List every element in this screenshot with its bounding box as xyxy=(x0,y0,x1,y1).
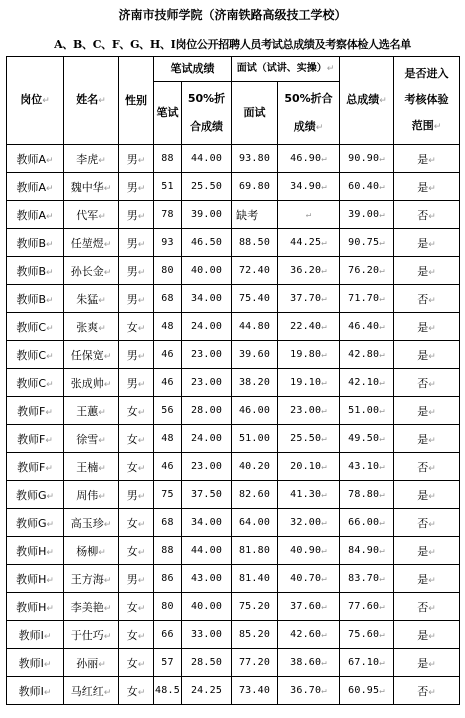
cell-name: 朱猛↵ xyxy=(64,285,119,313)
cell-written-50: 34.00 xyxy=(182,285,232,313)
table-row xyxy=(7,313,460,341)
cell-written: 93 xyxy=(154,229,182,257)
cell-result: 是↵ xyxy=(394,621,460,649)
cell-result: 否↵ xyxy=(394,453,460,481)
cell-interview-50: 37.70↵ xyxy=(278,285,340,313)
cell-position: 教师A↵ xyxy=(7,145,64,173)
cell-interview-50: 23.00↵ xyxy=(278,397,340,425)
cell-written-50: 33.00 xyxy=(182,621,232,649)
cell-gender: 女↵ xyxy=(119,621,154,649)
cell-interview: 75.20 xyxy=(232,593,278,621)
cell-interview: 77.20 xyxy=(232,649,278,677)
cell-total: 78.80↵ xyxy=(340,481,394,509)
cell-total: 39.00↵ xyxy=(340,201,394,229)
cell-name: 李虎↵ xyxy=(64,145,119,173)
cell-name: 李美艳↵ xyxy=(64,593,119,621)
cell-interview: 39.60 xyxy=(232,341,278,369)
cell-result: 否↵ xyxy=(394,369,460,397)
cell-name: 孙丽↵ xyxy=(64,649,119,677)
cell-interview-50: 32.00↵ xyxy=(278,509,340,537)
cell-interview-50: 36.20↵ xyxy=(278,257,340,285)
cell-gender: 女↵ xyxy=(119,453,154,481)
cell-interview-50: 44.25↵ xyxy=(278,229,340,257)
cell-written-50: 46.50 xyxy=(182,229,232,257)
table-row xyxy=(7,677,460,705)
cell-name: 王方海↵ xyxy=(64,565,119,593)
cell-gender: 女↵ xyxy=(119,649,154,677)
cell-written-50: 40.00 xyxy=(182,593,232,621)
cell-total: 66.00↵ xyxy=(340,509,394,537)
cell-written: 78 xyxy=(154,201,182,229)
cell-position: 教师A↵ xyxy=(7,201,64,229)
cell-interview-50: 19.80↵ xyxy=(278,341,340,369)
document-subtitle: A、B、C、F、G、H、I岗位公开招聘人员考试总成绩及考察体检人选名单 xyxy=(54,38,411,51)
cell-gender: 男↵ xyxy=(119,145,154,173)
cell-name: 周伟↵ xyxy=(64,481,119,509)
cell-written-50: 24.25 xyxy=(182,677,232,705)
cell-total: 43.10↵ xyxy=(340,453,394,481)
results-table-body xyxy=(7,145,460,705)
cell-written: 88 xyxy=(154,537,182,565)
cell-result: 是↵ xyxy=(394,481,460,509)
cell-total: 75.60↵ xyxy=(340,621,394,649)
cell-name: 杨柳↵ xyxy=(64,537,119,565)
cell-written: 68 xyxy=(154,285,182,313)
col-header-exam-scope: 是否进入考核体验范围↵ xyxy=(394,57,460,145)
table-row xyxy=(7,341,460,369)
table-row xyxy=(7,481,460,509)
cell-result: 是↵ xyxy=(394,565,460,593)
cell-interview: 51.00 xyxy=(232,425,278,453)
table-row xyxy=(7,621,460,649)
cell-name: 张爽↵ xyxy=(64,313,119,341)
cell-gender: 女↵ xyxy=(119,509,154,537)
cell-gender: 女↵ xyxy=(119,537,154,565)
cell-written-50: 24.00 xyxy=(182,313,232,341)
cell-interview-50: ↵ xyxy=(278,201,340,229)
cell-gender: 男↵ xyxy=(119,173,154,201)
cell-written: 48 xyxy=(154,313,182,341)
table-row xyxy=(7,397,460,425)
cell-total: 60.40↵ xyxy=(340,173,394,201)
cell-interview: 75.40 xyxy=(232,285,278,313)
cell-written: 46 xyxy=(154,341,182,369)
cell-written-50: 25.50 xyxy=(182,173,232,201)
cell-result: 否↵ xyxy=(394,593,460,621)
cell-total: 84.90↵ xyxy=(340,537,394,565)
cell-interview: 44.80 xyxy=(232,313,278,341)
cell-interview-50: 42.60↵ xyxy=(278,621,340,649)
cell-result: 是↵ xyxy=(394,649,460,677)
cell-position: 教师G↵ xyxy=(7,509,64,537)
cell-total: 42.10↵ xyxy=(340,369,394,397)
cell-position: 教师B↵ xyxy=(7,229,64,257)
cell-gender: 女↵ xyxy=(119,593,154,621)
cell-name: 任堃煜↵ xyxy=(64,229,119,257)
cell-name: 任保宽↵ xyxy=(64,341,119,369)
cell-written-50: 28.50 xyxy=(182,649,232,677)
cell-result: 是↵ xyxy=(394,341,460,369)
cell-total: 67.10↵ xyxy=(340,649,394,677)
cell-interview: 72.40 xyxy=(232,257,278,285)
col-header-gender: 性别 xyxy=(119,57,154,145)
cell-interview: 81.80 xyxy=(232,537,278,565)
table-row xyxy=(7,425,460,453)
cell-gender: 女↵ xyxy=(119,677,154,705)
cell-written-50: 23.00 xyxy=(182,453,232,481)
cell-interview: 88.50 xyxy=(232,229,278,257)
cell-name: 魏中华↵ xyxy=(64,173,119,201)
cell-interview: 82.60 xyxy=(232,481,278,509)
cell-result: 否↵ xyxy=(394,285,460,313)
cell-gender: 女↵ xyxy=(119,425,154,453)
cell-gender: 男↵ xyxy=(119,341,154,369)
cell-total: 42.80↵ xyxy=(340,341,394,369)
cell-written: 88 xyxy=(154,145,182,173)
cell-written: 86 xyxy=(154,565,182,593)
cell-interview-50: 19.10↵ xyxy=(278,369,340,397)
cell-name: 孙长金↵ xyxy=(64,257,119,285)
cell-position: 教师H↵ xyxy=(7,537,64,565)
cell-name: 马红红↵ xyxy=(64,677,119,705)
cell-result: 是↵ xyxy=(394,425,460,453)
cell-interview: 40.20 xyxy=(232,453,278,481)
cell-gender: 男↵ xyxy=(119,285,154,313)
cell-total: 49.50↵ xyxy=(340,425,394,453)
cell-result: 是↵ xyxy=(394,229,460,257)
cell-position: 教师C↵ xyxy=(7,369,64,397)
cell-position: 教师A↵ xyxy=(7,173,64,201)
table-row xyxy=(7,229,460,257)
table-row xyxy=(7,285,460,313)
cell-written: 57 xyxy=(154,649,182,677)
cell-result: 是↵ xyxy=(394,313,460,341)
cell-position: 教师I↵ xyxy=(7,649,64,677)
cell-interview: 85.20 xyxy=(232,621,278,649)
cell-interview-50: 22.40↵ xyxy=(278,313,340,341)
cell-total: 83.70↵ xyxy=(340,565,394,593)
cell-name: 王楠↵ xyxy=(64,453,119,481)
cell-interview-50: 46.90↵ xyxy=(278,145,340,173)
cell-total: 90.75↵ xyxy=(340,229,394,257)
col-header-interview-group: 面试（试讲、实操）↵ xyxy=(232,57,340,82)
table-row xyxy=(7,257,460,285)
cell-position: 教师H↵ xyxy=(7,593,64,621)
cell-interview-50: 40.70↵ xyxy=(278,565,340,593)
cell-position: 教师F↵ xyxy=(7,425,64,453)
col-header-name: 姓名↵ xyxy=(64,57,119,145)
cell-gender: 男↵ xyxy=(119,201,154,229)
cell-written: 46 xyxy=(154,453,182,481)
cell-interview-50: 34.90↵ xyxy=(278,173,340,201)
table-row xyxy=(7,593,460,621)
cell-position: 教师I↵ xyxy=(7,677,64,705)
cell-interview-50: 41.30↵ xyxy=(278,481,340,509)
cell-written-50: 39.00 xyxy=(182,201,232,229)
cell-total: 76.20↵ xyxy=(340,257,394,285)
table-row xyxy=(7,649,460,677)
cell-written: 68 xyxy=(154,509,182,537)
cell-result: 是↵ xyxy=(394,397,460,425)
cell-interview: 69.80 xyxy=(232,173,278,201)
cell-written-50: 44.00 xyxy=(182,537,232,565)
header-row xyxy=(7,57,460,82)
col-header-interview-50: 50%折合成绩↵ xyxy=(278,82,340,145)
cell-position: 教师I↵ xyxy=(7,621,64,649)
cell-written: 48 xyxy=(154,425,182,453)
cell-written-50: 23.00 xyxy=(182,369,232,397)
cell-interview-50: 36.70↵ xyxy=(278,677,340,705)
col-header-interview: 面试 xyxy=(232,82,278,145)
results-table xyxy=(6,56,460,705)
table-row xyxy=(7,509,460,537)
col-header-written: 笔试 xyxy=(154,82,182,145)
cell-result: 否↵ xyxy=(394,509,460,537)
cell-written: 66 xyxy=(154,621,182,649)
cell-written: 48.5 xyxy=(154,677,182,705)
cell-position: 教师F↵ xyxy=(7,397,64,425)
col-header-position: 岗位↵ xyxy=(7,57,64,145)
cell-written-50: 24.00 xyxy=(182,425,232,453)
table-row xyxy=(7,145,460,173)
cell-written: 51 xyxy=(154,173,182,201)
document-title: 济南市技师学院（济南铁路高级技工学校） xyxy=(118,8,347,22)
cell-name: 代军↵ xyxy=(64,201,119,229)
cell-name: 高玉珍↵ xyxy=(64,509,119,537)
cell-written: 46 xyxy=(154,369,182,397)
cell-interview: 64.00 xyxy=(232,509,278,537)
table-row xyxy=(7,369,460,397)
cell-interview-50: 25.50↵ xyxy=(278,425,340,453)
cell-name: 徐雪↵ xyxy=(64,425,119,453)
cell-total: 60.95↵ xyxy=(340,677,394,705)
table-row xyxy=(7,537,460,565)
cell-name: 于仕巧↵ xyxy=(64,621,119,649)
cell-written-50: 40.00 xyxy=(182,257,232,285)
cell-written: 80 xyxy=(154,593,182,621)
table-row xyxy=(7,173,460,201)
cell-gender: 女↵ xyxy=(119,397,154,425)
cell-gender: 女↵ xyxy=(119,313,154,341)
cell-gender: 男↵ xyxy=(119,257,154,285)
cell-result: 否↵ xyxy=(394,677,460,705)
cell-position: 教师C↵ xyxy=(7,313,64,341)
cell-written-50: 43.00 xyxy=(182,565,232,593)
table-row xyxy=(7,201,460,229)
cell-gender: 男↵ xyxy=(119,229,154,257)
table-row xyxy=(7,453,460,481)
col-header-written-50: 50%折合成绩 xyxy=(182,82,232,145)
cell-interview: 81.40 xyxy=(232,565,278,593)
cell-name: 张成帅↵ xyxy=(64,369,119,397)
cell-written-50: 44.00 xyxy=(182,145,232,173)
cell-gender: 男↵ xyxy=(119,369,154,397)
cell-interview-50: 38.60↵ xyxy=(278,649,340,677)
cell-interview: 38.20 xyxy=(232,369,278,397)
cell-interview-50: 40.90↵ xyxy=(278,537,340,565)
cell-result: 是↵ xyxy=(394,537,460,565)
cell-position: 教师H↵ xyxy=(7,565,64,593)
cell-position: 教师F↵ xyxy=(7,453,64,481)
cell-position: 教师B↵ xyxy=(7,285,64,313)
cell-position: 教师G↵ xyxy=(7,481,64,509)
cell-written: 80 xyxy=(154,257,182,285)
cell-written-50: 34.00 xyxy=(182,509,232,537)
cell-written-50: 28.00 xyxy=(182,397,232,425)
cell-interview: 46.00 xyxy=(232,397,278,425)
cell-result: 是↵ xyxy=(394,145,460,173)
cell-name: 王蕙↵ xyxy=(64,397,119,425)
cell-interview-50: 20.10↵ xyxy=(278,453,340,481)
cell-position: 教师C↵ xyxy=(7,341,64,369)
cell-interview: 93.80 xyxy=(232,145,278,173)
cell-written: 56 xyxy=(154,397,182,425)
cell-interview: 73.40 xyxy=(232,677,278,705)
cell-gender: 男↵ xyxy=(119,565,154,593)
cell-interview-50: 37.60↵ xyxy=(278,593,340,621)
cell-result: 是↵ xyxy=(394,173,460,201)
cell-position: 教师B↵ xyxy=(7,257,64,285)
cell-written-50: 23.00 xyxy=(182,341,232,369)
cell-total: 71.70↵ xyxy=(340,285,394,313)
cell-written: 75 xyxy=(154,481,182,509)
cell-total: 90.90↵ xyxy=(340,145,394,173)
col-header-total: 总成绩↵ xyxy=(340,57,394,145)
col-header-written-group: 笔试成绩 xyxy=(154,57,232,82)
cell-written-50: 37.50 xyxy=(182,481,232,509)
cell-interview: 缺考 xyxy=(232,201,278,229)
cell-total: 77.60↵ xyxy=(340,593,394,621)
cell-result: 否↵ xyxy=(394,201,460,229)
cell-gender: 男↵ xyxy=(119,481,154,509)
cell-total: 51.00↵ xyxy=(340,397,394,425)
cell-total: 46.40↵ xyxy=(340,313,394,341)
table-row xyxy=(7,565,460,593)
cell-result: 是↵ xyxy=(394,257,460,285)
